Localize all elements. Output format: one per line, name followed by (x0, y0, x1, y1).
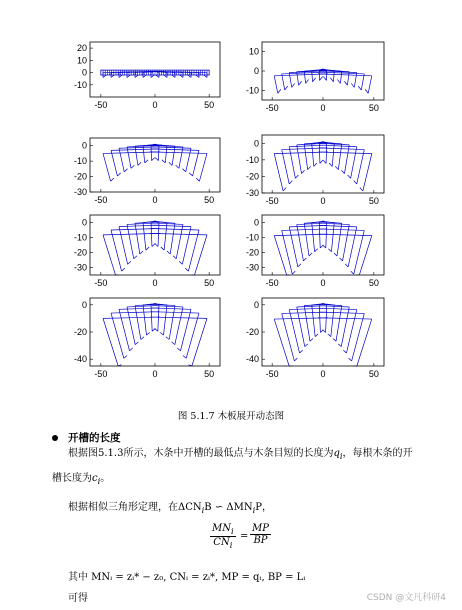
plank-line (289, 227, 298, 267)
plank-line (124, 356, 127, 359)
plank-line (151, 225, 191, 227)
x-tick-label: 50 (368, 369, 379, 379)
plank-line (151, 223, 152, 247)
plank-line (319, 148, 364, 150)
y-tick-label: -20 (245, 247, 259, 258)
bullet-icon (52, 435, 58, 441)
plank-line (169, 162, 172, 165)
plank-line (313, 78, 316, 82)
plank-line (111, 178, 114, 181)
fraction-right (250, 523, 271, 546)
plank-line (331, 305, 334, 337)
x-tick-label: 50 (204, 369, 215, 379)
plank-line (183, 356, 186, 359)
plank-line (135, 342, 138, 345)
plank-line (328, 249, 331, 252)
fraction-left (210, 523, 236, 550)
plank-line (303, 258, 306, 261)
figure-caption: 图 5.1.7 木板展开动态图 (177, 411, 285, 422)
plank-line (119, 309, 130, 350)
plank-line (328, 334, 331, 337)
plank-line (304, 223, 309, 256)
plank-line (314, 163, 317, 166)
plank-line (147, 332, 150, 335)
plank-line (177, 348, 180, 351)
plank-line (331, 223, 334, 252)
x-tick-label: 50 (204, 100, 215, 110)
plank-line (192, 318, 207, 366)
plank-lines-panel-7 (103, 303, 207, 366)
y-tick-label: 20 (76, 43, 87, 54)
y-tick-label: 0 (81, 140, 87, 151)
plank-line (365, 89, 368, 93)
plank-line (289, 181, 292, 184)
x-tick-label: -50 (265, 196, 279, 206)
plank-line (131, 165, 134, 168)
plank-line (333, 338, 336, 341)
plank-line (312, 223, 315, 252)
plank-line (326, 305, 327, 333)
p1c-var: c (92, 473, 98, 484)
heading-text: 开槽的长度 (68, 432, 121, 444)
plank-line (298, 264, 301, 267)
plank-line (320, 145, 357, 147)
y-tick-label: 10 (248, 46, 259, 57)
plank-line (306, 79, 309, 83)
y-tick-label: 0 (253, 217, 259, 228)
plot-frame (90, 42, 220, 97)
plank-line (309, 253, 312, 256)
plank-line (135, 223, 140, 254)
plank-line (152, 306, 183, 307)
paragraph-2 (68, 501, 272, 517)
plank-line (173, 256, 176, 259)
y-tick-label: -40 (73, 354, 87, 365)
plank-lines-panel-3 (103, 144, 207, 181)
plank-lines-panel-1 (101, 70, 209, 77)
p1-text: 根据图5.1.3所示，木条中开槽的最低点与木条目短的长度为 (68, 448, 334, 459)
plank-line (179, 261, 182, 264)
p1-sub: i (339, 451, 343, 461)
plank-line (323, 160, 326, 163)
x-tick-label: 50 (204, 195, 215, 205)
plank-line (183, 169, 186, 172)
plank-line (319, 305, 320, 333)
plank-line (155, 158, 158, 161)
plank-line (347, 72, 349, 85)
plank-line (155, 328, 158, 331)
plank-line (305, 344, 308, 347)
y-tick-label: -20 (73, 171, 87, 182)
plank-line (282, 313, 295, 360)
plank-line (354, 230, 365, 274)
plank-line (164, 305, 168, 335)
plank-line (326, 143, 327, 163)
plank-line (335, 166, 338, 169)
p2-sub1: i (201, 505, 205, 515)
frac-left-num: MN (212, 523, 231, 534)
plank-line (308, 166, 311, 169)
plank-line (143, 223, 146, 250)
y-tick-label: -10 (245, 85, 259, 96)
plank-line (196, 178, 199, 181)
x-tick-label: -50 (94, 369, 108, 379)
p1-text-b: ，每根木条的开 (342, 448, 413, 459)
plank-line (164, 223, 167, 250)
y-tick-label: -20 (73, 327, 87, 337)
x-tick-label: 50 (204, 278, 215, 288)
plank-line (329, 163, 332, 166)
plank-line (172, 146, 175, 165)
paragraph-1 (68, 447, 413, 463)
plank-line (348, 227, 357, 267)
frac-left-den-sub: i (229, 540, 233, 550)
plank-line (165, 146, 167, 163)
plank-line (320, 77, 323, 81)
plank-line (152, 223, 183, 225)
plank-line (141, 337, 144, 340)
x-tick-label: -50 (94, 100, 108, 110)
plank-line (282, 150, 290, 184)
y-tick-label: -20 (245, 171, 259, 182)
plank-line (282, 230, 293, 274)
plank-line (358, 86, 361, 90)
y-tick-label: -30 (245, 188, 259, 198)
plank-line (166, 337, 169, 340)
plank-line (320, 308, 357, 309)
plank-line (354, 73, 356, 88)
plank-line (152, 243, 155, 246)
plank-line (151, 305, 152, 331)
plank-line (146, 247, 149, 250)
plank-line (349, 358, 352, 361)
plank-line (319, 312, 364, 313)
y-tick-label: -30 (73, 262, 87, 273)
plank-line (320, 225, 357, 227)
plank-line (189, 173, 192, 176)
plank-line (340, 258, 343, 261)
plank-line (143, 305, 147, 335)
plank-line (344, 81, 347, 85)
x-tick-label: 0 (152, 369, 158, 379)
plank-line (315, 334, 318, 337)
plank-line (158, 305, 159, 331)
plank-line (297, 72, 299, 85)
plank-line (357, 319, 372, 366)
y-tick-label: -10 (245, 154, 259, 165)
plank-line (167, 251, 170, 254)
plank-lines-panel-8 (274, 303, 372, 366)
plank-line (170, 223, 175, 254)
plank-line (320, 306, 349, 307)
plank-line (343, 350, 346, 353)
plank-line (338, 344, 341, 347)
plank-line (312, 305, 315, 337)
plank-line (326, 223, 327, 248)
plank-line (300, 350, 303, 353)
plank-line (143, 146, 145, 163)
p1d-text: 。 (100, 473, 111, 484)
plank-lines-panel-2 (274, 69, 372, 93)
y-tick-label: 10 (76, 55, 87, 66)
plank-line (160, 332, 163, 335)
plank-line (278, 89, 281, 93)
plank-line (135, 146, 138, 165)
y-tick-label: -40 (245, 354, 259, 365)
x-tick-label: 0 (152, 100, 158, 110)
plank-line (124, 169, 127, 172)
plank-line (351, 83, 354, 87)
plank-line (103, 153, 111, 181)
plank-line (289, 73, 291, 88)
plank-line (345, 264, 348, 267)
plank-line (363, 154, 372, 191)
plank-line (332, 143, 334, 166)
y-tick-label: -10 (73, 79, 87, 90)
plank-line (315, 249, 318, 252)
paragraph-4: 可得 (68, 593, 88, 604)
plank-lines-panel-6 (274, 221, 372, 275)
plank-line (140, 251, 143, 254)
plank-line (162, 160, 165, 163)
plank-line (285, 86, 288, 90)
x-tick-label: 50 (368, 103, 379, 113)
y-tick-label: 0 (253, 138, 259, 149)
plank-line (274, 76, 278, 93)
plank-line (185, 268, 188, 271)
x-tick-label: -50 (94, 195, 108, 205)
plank-line (134, 256, 137, 259)
plot-frame (90, 138, 220, 192)
plank-line (119, 227, 128, 265)
plank-line (368, 76, 372, 93)
plank-line (158, 223, 159, 247)
equals-sign: = (240, 531, 249, 542)
plank-line (274, 236, 286, 275)
plank-line (351, 147, 357, 179)
plank-line (151, 308, 191, 309)
plank-line (151, 147, 191, 149)
p2-sub2: i (252, 505, 256, 515)
plank-line (122, 268, 125, 271)
plank-line (299, 81, 302, 85)
x-tick-label: 0 (320, 196, 326, 206)
plank-line (199, 153, 207, 181)
p2-end: P， (255, 502, 272, 513)
y-tick-label: 0 (81, 217, 87, 228)
plank-line (283, 188, 286, 191)
plank-line (158, 146, 159, 161)
paragraph-3: 其中 MNᵢ = zᵢ* − z₀, CNᵢ = zᵢ*, MP = qᵢ, BP = Lᵢ (68, 572, 306, 583)
plank-line (181, 309, 192, 350)
plank-line (151, 228, 199, 230)
plank-line (351, 271, 354, 274)
plank-line (130, 348, 133, 351)
y-tick-label: -10 (73, 232, 87, 243)
frac-left-den: CN (213, 537, 230, 548)
paragraph-1-cont (52, 472, 110, 488)
plank-line (319, 229, 364, 231)
x-tick-label: 0 (152, 195, 158, 205)
plank-line (274, 319, 289, 366)
x-tick-label: -50 (265, 369, 279, 379)
x-tick-label: 50 (368, 278, 379, 288)
plank-line (348, 175, 351, 178)
y-tick-label: -10 (245, 232, 259, 243)
plank-line (169, 306, 175, 340)
y-tick-label: 0 (253, 299, 259, 310)
plank-line (320, 223, 349, 225)
x-tick-label: 0 (320, 103, 326, 113)
y-tick-label: -30 (245, 262, 259, 273)
plank-line (292, 271, 295, 274)
plank-line (359, 236, 371, 275)
x-tick-label: -50 (265, 278, 279, 288)
watermark: CSDN @文凡科研4 (366, 593, 446, 603)
plank-line (312, 143, 314, 166)
frac-right-num: MP (252, 523, 269, 534)
plank-line (338, 144, 341, 170)
x-tick-label: 0 (152, 278, 158, 288)
x-tick-label: 0 (320, 369, 326, 379)
plank-line (176, 165, 179, 168)
plank-line (304, 144, 307, 170)
frac-right-den: BP (253, 535, 268, 546)
plank-line (310, 338, 313, 341)
plank-line (352, 313, 365, 360)
y-tick-label: 0 (253, 66, 259, 76)
plank-line (304, 306, 310, 342)
plank-line (155, 243, 158, 246)
plank-lines-panel-5 (103, 221, 207, 275)
plank-line (111, 150, 117, 176)
plank-line (323, 330, 326, 333)
x-tick-label: -50 (94, 278, 108, 288)
plank-line (357, 150, 365, 184)
plank-line (337, 79, 340, 83)
plank-line (354, 181, 357, 184)
plank-line (341, 170, 344, 173)
y-tick-label: -10 (73, 156, 87, 167)
plank-line (182, 227, 191, 265)
plank-line (361, 74, 364, 90)
plot-frame (90, 215, 220, 275)
plank-line (117, 173, 120, 176)
plank-line (337, 223, 342, 256)
y-tick-label: 0 (81, 67, 87, 78)
plank-line (330, 78, 333, 82)
plank-line (119, 148, 124, 171)
plank-line (274, 154, 283, 191)
p1-var: q (333, 448, 340, 459)
plank-line (360, 188, 363, 191)
plank-line (319, 143, 320, 163)
y-tick-label: -20 (73, 247, 87, 258)
p1c-sub: i (97, 476, 101, 486)
plank-lines-panel-4 (274, 142, 372, 191)
plank-line (319, 223, 320, 248)
plank-line (289, 147, 295, 179)
y-tick-label: -20 (245, 327, 259, 337)
plank-line (186, 148, 191, 171)
plank-line (294, 358, 297, 361)
plank-line (135, 306, 141, 340)
p2-text: 根据相似三角形定理，在ΔCN (68, 502, 202, 513)
frac-left-num-sub: i (231, 526, 234, 536)
plank-line (152, 158, 155, 161)
plank-line (336, 306, 342, 342)
plank-line (145, 160, 148, 163)
plank-line (161, 247, 164, 250)
y-tick-label: -30 (73, 187, 87, 197)
x-tick-label: 50 (368, 196, 379, 206)
plank-line (138, 162, 141, 165)
plank-line (323, 77, 326, 81)
plank-line (334, 253, 337, 256)
plank-line (295, 175, 298, 178)
p2-mid: B ∽ ΔMN (204, 502, 253, 513)
plank-line (323, 245, 326, 248)
plank-line (151, 312, 199, 313)
plank-line (320, 160, 323, 163)
p1c-text: 槽长度为 (52, 473, 92, 484)
x-tick-label: -50 (265, 103, 279, 113)
plank-line (103, 318, 118, 366)
plank-line (151, 146, 152, 161)
y-tick-label: 0 (81, 299, 87, 310)
plank-line (172, 342, 175, 345)
section-heading (52, 430, 121, 445)
plank-line (193, 150, 199, 176)
plank-line (292, 83, 295, 87)
plank-line (282, 74, 285, 90)
plank-line (128, 261, 131, 264)
plank-line (302, 170, 305, 173)
x-tick-label: 0 (320, 278, 326, 288)
